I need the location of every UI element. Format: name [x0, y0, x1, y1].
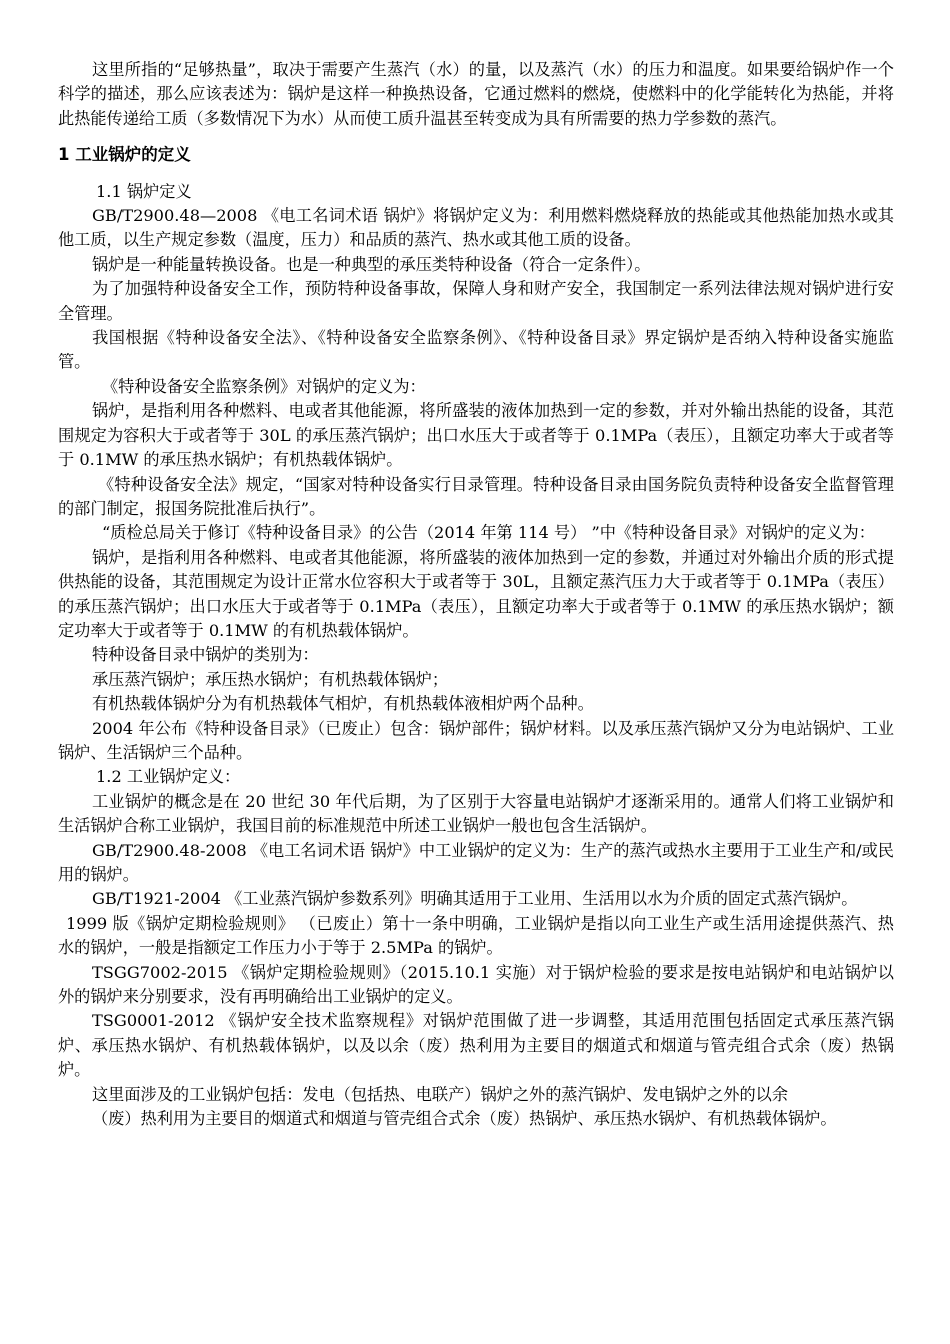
intro-paragraph: 这里所指的“足够热量”，取决于需要产生蒸汽（水）的量，以及蒸汽（水）的压力和温度。如果要给锅炉作一个科学的描述，那么应该表述为：锅炉是这样一种换热设备，它通过燃料的燃烧，使燃料中的化学能转化为热能，并将此热能传递给工质（多数情况下为水）从而使工质升温甚至转变成为具有所需要的热力学参数的蒸汽。: [58, 60, 894, 128]
paragraph-tsg0001: TSG0001-2012 《锅炉安全技术监察规程》对锅炉范围做了进一步调整，其适用范围包括固定式承压蒸汽锅炉、承压热水锅炉、有机热载体锅炉，以及以余（废）热利用为主要目的烟道式和烟道与管壳组合式余（废）热锅炉。: [58, 1011, 894, 1080]
subsection-title-1-1: 1.1 锅炉定义: [96, 181, 192, 201]
paragraph-category-list: 承压蒸汽锅炉；承压热水锅炉；有机热载体锅炉；: [92, 669, 449, 689]
paragraph-organic-heat-carrier: 有机热载体锅炉分为有机热载体气相炉，有机热载体液相炉两个品种。: [92, 694, 594, 714]
paragraph-scope-continued: （废）热利用为主要目的烟道式和烟道与管壳组合式余（废）热锅炉、承压热水锅炉、有机热载体锅炉。: [92, 1109, 837, 1129]
paragraph-safety-laws: 为了加强特种设备安全工作，预防特种设备事故，保障人身和财产安全，我国制定一系列法律法规对锅炉进行安全管理。: [58, 279, 894, 323]
paragraph-catalog-notice: “质检总局关于修订《特种设备目录》的公告（2014 年第 114 号） ”中《特种设备目录》对锅炉的定义为：: [102, 523, 875, 543]
paragraph-regulation-basis: 我国根据《特种设备安全法》、《特种设备安全监察条例》、《特种设备目录》界定锅炉是否纳入特种设备实施监管。: [58, 328, 894, 372]
paragraph-scope-included: 这里面涉及的工业锅炉包括：发电（包括热、电联产）锅炉之外的蒸汽锅炉、发电锅炉之外的以余: [92, 1084, 789, 1104]
paragraph-regulation-definition: 锅炉，是指利用各种燃料、电或者其他能源，将所盛装的液体加热到一定的参数，并对外输出热能的设备，其范围规定为容积大于或者等于 30L 的承压蒸汽锅炉；出口水压大于或者等于 0.1MPa（表压），且额定功率大于或者等于 0.1MW 的承压热水锅炉；有机热载体锅炉。: [58, 401, 894, 470]
section-heading: 1 工业锅炉的定义: [58, 145, 191, 165]
paragraph-catalog-definition: 锅炉，是指利用各种燃料、电或者其他能源，将所盛装的液体加热到一定的参数，并通过对外输出介质的形式提供热能的设备，其范围规定为设计正常水位容积大于或者等于 30L，且额定蒸汽压力大于或者等于 0.1MPa（表压）的承压蒸汽锅炉；出口水压大于或者等于 0.1MPa（表压），且额定功率大于或者等于 0.1MW 的承压热水锅炉；额定功率大于或者等于 0.1MW 的有机热载体锅炉。: [58, 547, 894, 640]
paragraph-gb-industrial: GB/T2900.48-2008 《电工名词术语 锅炉》中工业锅炉的定义为：生产的蒸汽或热水主要用于工业生产和/或民用的锅炉。: [58, 840, 894, 884]
paragraph-industrial-concept: 工业锅炉的概念是在 20 世纪 30 年代后期，为了区别于大容量电站锅炉才逐渐采用的。通常人们将工业锅炉和生活锅炉合称工业锅炉，我国目前的标准规范中所述工业锅炉一般也包含生活锅炉。: [58, 791, 894, 836]
paragraph-safety-law: 《特种设备安全法》规定，“国家对特种设备实行目录管理。特种设备目录由国务院负责特种设备安全监督管理的部门制定，报国务院批准后执行”。: [58, 474, 894, 518]
paragraph-1999-rules: 1999 版《锅炉定期检验规则》 （已废止）第十一条中明确，工业锅炉是指以向工业生产或生活用途提供蒸汽、热水的锅炉，一般是指额定工作压力小于等于 2.5MPa 的锅炉。: [58, 913, 894, 958]
paragraph-catalog-categories: 特种设备目录中锅炉的类别为：: [92, 645, 319, 665]
paragraph-tsgg7002: TSGG7002-2015 《锅炉定期检验规则》（2015.10.1 实施）对于锅炉检验的要求是按电站锅炉和电站锅炉以外的锅炉来分别要求，没有再明确给出工业锅炉的定义。: [58, 962, 894, 1007]
document-page: [58, 58, 894, 1131]
subsection-title-1-2: 1.2 工业锅炉定义：: [96, 767, 241, 787]
paragraph-gb-definition: GB/T2900.48—2008 《电工名词术语 锅炉》将锅炉定义为：利用燃料燃烧释放的热能或其他热能加热水或其他工质，以生产规定参数（温度，压力）和品质的蒸汽、热水或其他工质的设备。: [58, 206, 894, 250]
paragraph-regulation-intro: 《特种设备安全监察条例》对锅炉的定义为：: [102, 376, 426, 396]
paragraph-gb1921: GB/T1921-2004 《工业蒸汽锅炉参数系列》明确其适用于工业用、生活用以水为介质的固定式蒸汽锅炉。: [92, 889, 858, 909]
paragraph-2004-catalog: 2004 年公布《特种设备目录》（已废止）包含：锅炉部件；锅炉材料。以及承压蒸汽锅炉又分为电站锅炉、工业锅炉、生活锅炉三个品种。: [58, 718, 894, 762]
paragraph-energy-device: 锅炉是一种能量转换设备。也是一种典型的承压类特种设备（符合一定条件）。: [92, 254, 651, 274]
